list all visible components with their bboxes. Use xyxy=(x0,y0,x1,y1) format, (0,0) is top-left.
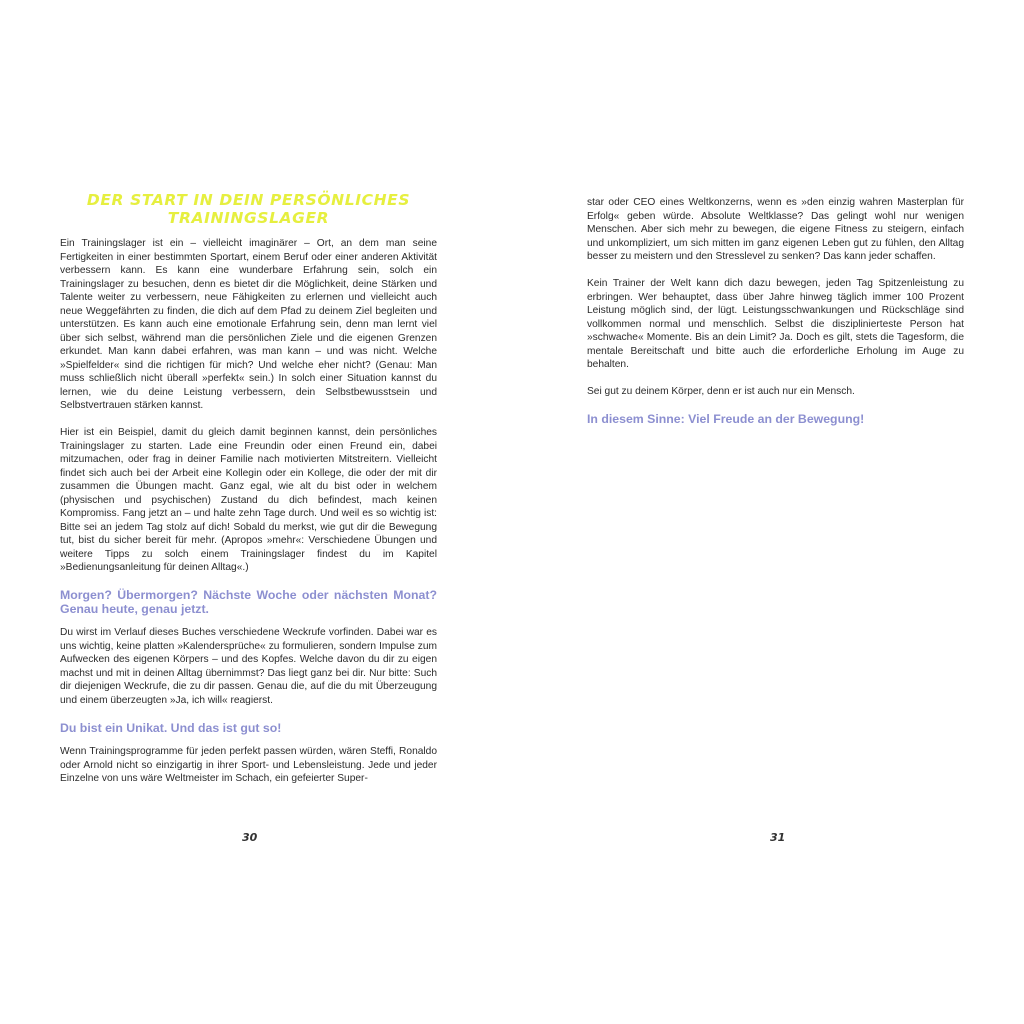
example-paragraph: Hier ist ein Beispiel, damit du gleich damit beginnen kannst, dein persönliches Trainingslager zu starten. Lade eine Freundin oder einen Freund ein, dabei mitzumachen, oder frag in deiner Familie nach motivierten Mitstreitern. Vielleicht findet sich auch bei der Arbeit eine Kollegin oder ein Kollege, die oder der mit dir zusammen die Übungen macht. Ganz egal, wie alt du bist oder in welchem (physischen und psychischen) Zustand du dich befindest, mach keinen Kompromiss. Fang jetzt an – und halte zehn Tage durch. Und weil es so wichtig ist: Bitte sei an jedem Tag stolz auf dich! Sobald du merkst, wie gut dir die Bewegung tut, bist du sicher bereit für mehr. (Apropos »mehr«: Verschiedene Übungen und weitere Tipps zu solch einem Trainingslager findest du im Kapitel »Bedienungsanleitung für deinen Alltag«.) xyxy=(60,427,437,573)
trainer-paragraph: Kein Trainer der Welt kann dich dazu bewegen, jeden Tag Spitzenleistung zu erbringen. Wer behauptet, dass über Jahre hinweg täglich immer 100 Prozent Leistung möglich sind, der lügt. Leistungsschwankungen und Rückschläge sind vollkommen normal und menschlich. Selbst die disziplinierteste Person hat »schwache« Momente. Bis an dein Limit? Ja. Doch es gilt, stets die Tagesform, die mentale Bereitschaft und bitte auch die erforderliche Erholung im Auge zu behalten. xyxy=(587,278,964,370)
closing-heading: In diesem Sinne: Viel Freude an der Bewegung! xyxy=(587,412,865,426)
page-number-right: 31 xyxy=(770,831,786,844)
section-heading-morgen: Morgen? Übermorgen? Nächste Woche oder nächsten Monat? Genau heute, genau jetzt. xyxy=(60,588,437,617)
chapter-title-line-2: TRAININGSLAGER xyxy=(167,209,330,227)
continuation-paragraph: star oder CEO eines Weltkonzerns, wenn es »den einzig wahren Masterplan für Erfolg« geben würde. Absolute Weltklasse? Das gelingt wohl nur wenigen Menschen. Aber sich mehr zu bewegen, die eigene Fitness zu steigern, einfach und unkompliziert, um sich mitten im ganz eigenen Leben gut zu fühlen, den Alltag besser zu meistern und den Stresslevel zu senken? Das kann jeder schaffen. xyxy=(587,197,964,262)
page-number-left: 30 xyxy=(242,831,258,844)
left-page-text xyxy=(60,237,437,799)
chapter-title-line-1: DER START IN DEIN PERSÖNLICHES xyxy=(86,191,411,209)
chapter-title xyxy=(60,191,437,227)
right-page xyxy=(587,0,964,1024)
weckrufe-paragraph: Du wirst im Verlauf dieses Buches verschiedene Weckrufe vorfinden. Dabei war es uns wichtig, keine platten »Kalendersprüche« zu formulieren, sondern Impulse zum Aufwecken des eigenen Körpers – und des Kopfes. Welche davon du dir zu eigen machst und mit in deinen Alltag übernimmst? Das liegt ganz bei dir. Nur bitte: Such dir diejenigen Weckrufe, die zu dir passen. Genau die, auf die du mit Überzeugung und einem überzeugten »Ja, ich will« reagierst. xyxy=(60,627,437,706)
right-page-text xyxy=(587,196,964,436)
unikat-paragraph: Wenn Trainingsprogramme für jeden perfekt passen würden, wären Steffi, Ronaldo oder Arnold nicht so einzigartig in ihrer Sport- und Lebensleistung. Jede und jeder Einzelne von uns wäre Weltmeister im Schach, ein gefeierter Super- xyxy=(60,746,437,785)
intro-paragraph: Ein Trainingslager ist ein – vielleicht imaginärer – Ort, an dem man seine Fertigkeiten in einer bestimmten Sportart, einem Beruf oder einer anderen Aktivität verbessern kann. Es kann eine wunderbare Erfahrung sein, solch ein Trainingslager zu besuchen, denn es bietet dir die Möglichkeit, deine Stärken und Talente weiter zu verbessern, neue Fähigkeiten zu erlernen und vielleicht auch neue Weggefährten zu finden, die dich auf dem Pfad zu deinem Ziel begleiten und unterstützen. Es kann auch eine emotionale Erfahrung sein, denn man lernt viel über sich selbst, während man die persönlichen Ziele und die eigenen Grenzen erkundet. Man kann dabei erfahren, was man kann – und was nicht. Welche »Spielfelder« sind die richtigen für mich? Und welche eher nicht? (Genau: Man muss schließlich nicht überall »perfekt« sein.) In solch einer Situation kannst du lernen, wie du deine Leistung verbessern, dein Selbstbewusstsein und Selbstvertrauen stärken kannst. xyxy=(60,238,437,411)
left-page xyxy=(60,0,437,1024)
section-heading-unikat: Du bist ein Unikat. Und das ist gut so! xyxy=(60,720,282,735)
koerper-paragraph: Sei gut zu deinem Körper, denn er ist auch nur ein Mensch. xyxy=(587,386,855,397)
